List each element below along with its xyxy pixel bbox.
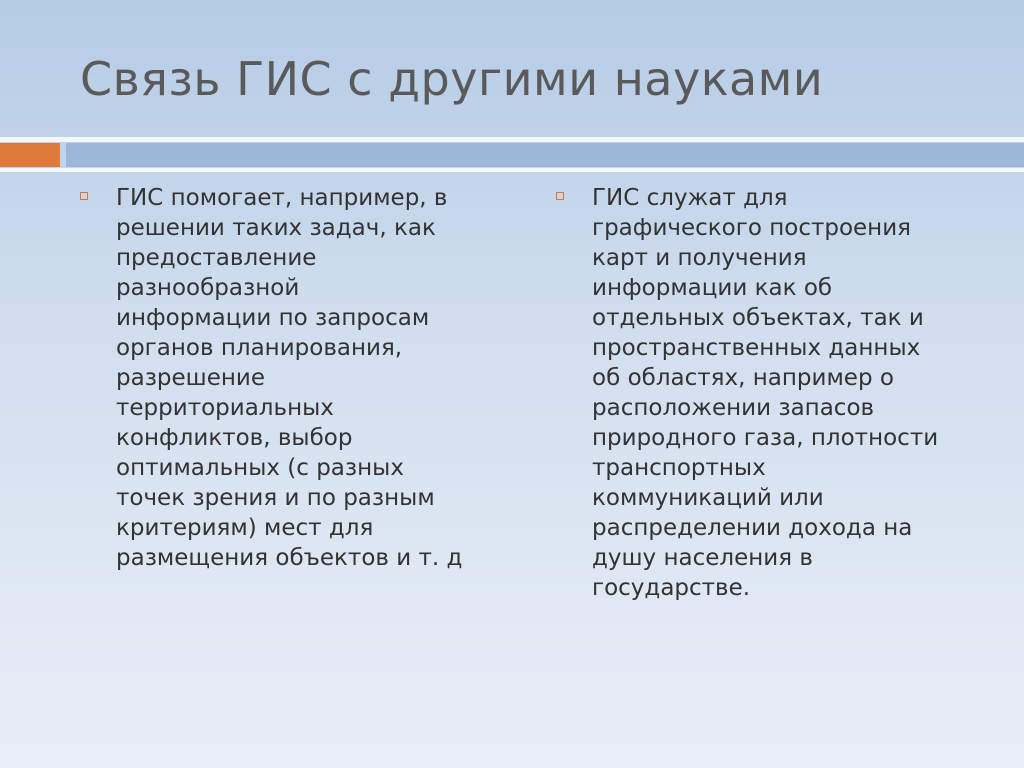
- text-line: природного газа, плотности: [592, 425, 939, 451]
- bullet-text-left: [116, 183, 500, 573]
- accent-bar-orange: [0, 143, 60, 167]
- text-line: информации по запросам: [116, 305, 430, 331]
- bullet-item-left: [80, 183, 500, 573]
- text-line: критериям) мест для: [116, 515, 374, 541]
- text-line: распределении дохода на: [592, 515, 913, 541]
- text-line: информации как об: [592, 275, 833, 301]
- text-line: графического построения: [592, 215, 912, 241]
- text-line: ГИС помогает, например, в: [116, 185, 448, 211]
- text-line: территориальных: [116, 395, 334, 421]
- square-bullet-icon: [80, 192, 88, 200]
- left-column: [80, 183, 500, 573]
- text-line: оптимальных (с разных: [116, 455, 404, 481]
- text-line: отдельных объектах, так и: [592, 305, 924, 331]
- right-column: [556, 183, 976, 603]
- text-line: государстве.: [592, 575, 751, 601]
- text-line: решении таких задач, как: [116, 215, 436, 241]
- header-divider-bottom: [0, 168, 1024, 172]
- text-line: разрешение: [116, 365, 266, 391]
- text-line: расположении запасов: [592, 395, 875, 421]
- text-line: конфликтов, выбор: [116, 425, 353, 451]
- header-divider-top: [0, 137, 1024, 142]
- text-line: предоставление: [116, 245, 317, 271]
- text-line: карт и получения: [592, 245, 807, 271]
- square-bullet-icon: [556, 192, 564, 200]
- text-line: разнообразной: [116, 275, 300, 301]
- text-line: коммуникаций или: [592, 485, 824, 511]
- text-line: органов планирования,: [116, 335, 403, 361]
- text-line: душу населения в: [592, 545, 813, 571]
- slide-title: Связь ГИС с другими науками: [80, 52, 824, 106]
- accent-bar-blue: [66, 143, 1024, 167]
- text-line: об областях, например о: [592, 365, 894, 391]
- text-line: пространственных данных: [592, 335, 921, 361]
- bullet-text-right: [592, 183, 976, 603]
- bullet-item-right: [556, 183, 976, 603]
- text-line: размещения объектов и т. д: [116, 545, 463, 571]
- text-line: ГИС служат для: [592, 185, 788, 211]
- text-line: точек зрения и по разным: [116, 485, 435, 511]
- text-line: транспортных: [592, 455, 766, 481]
